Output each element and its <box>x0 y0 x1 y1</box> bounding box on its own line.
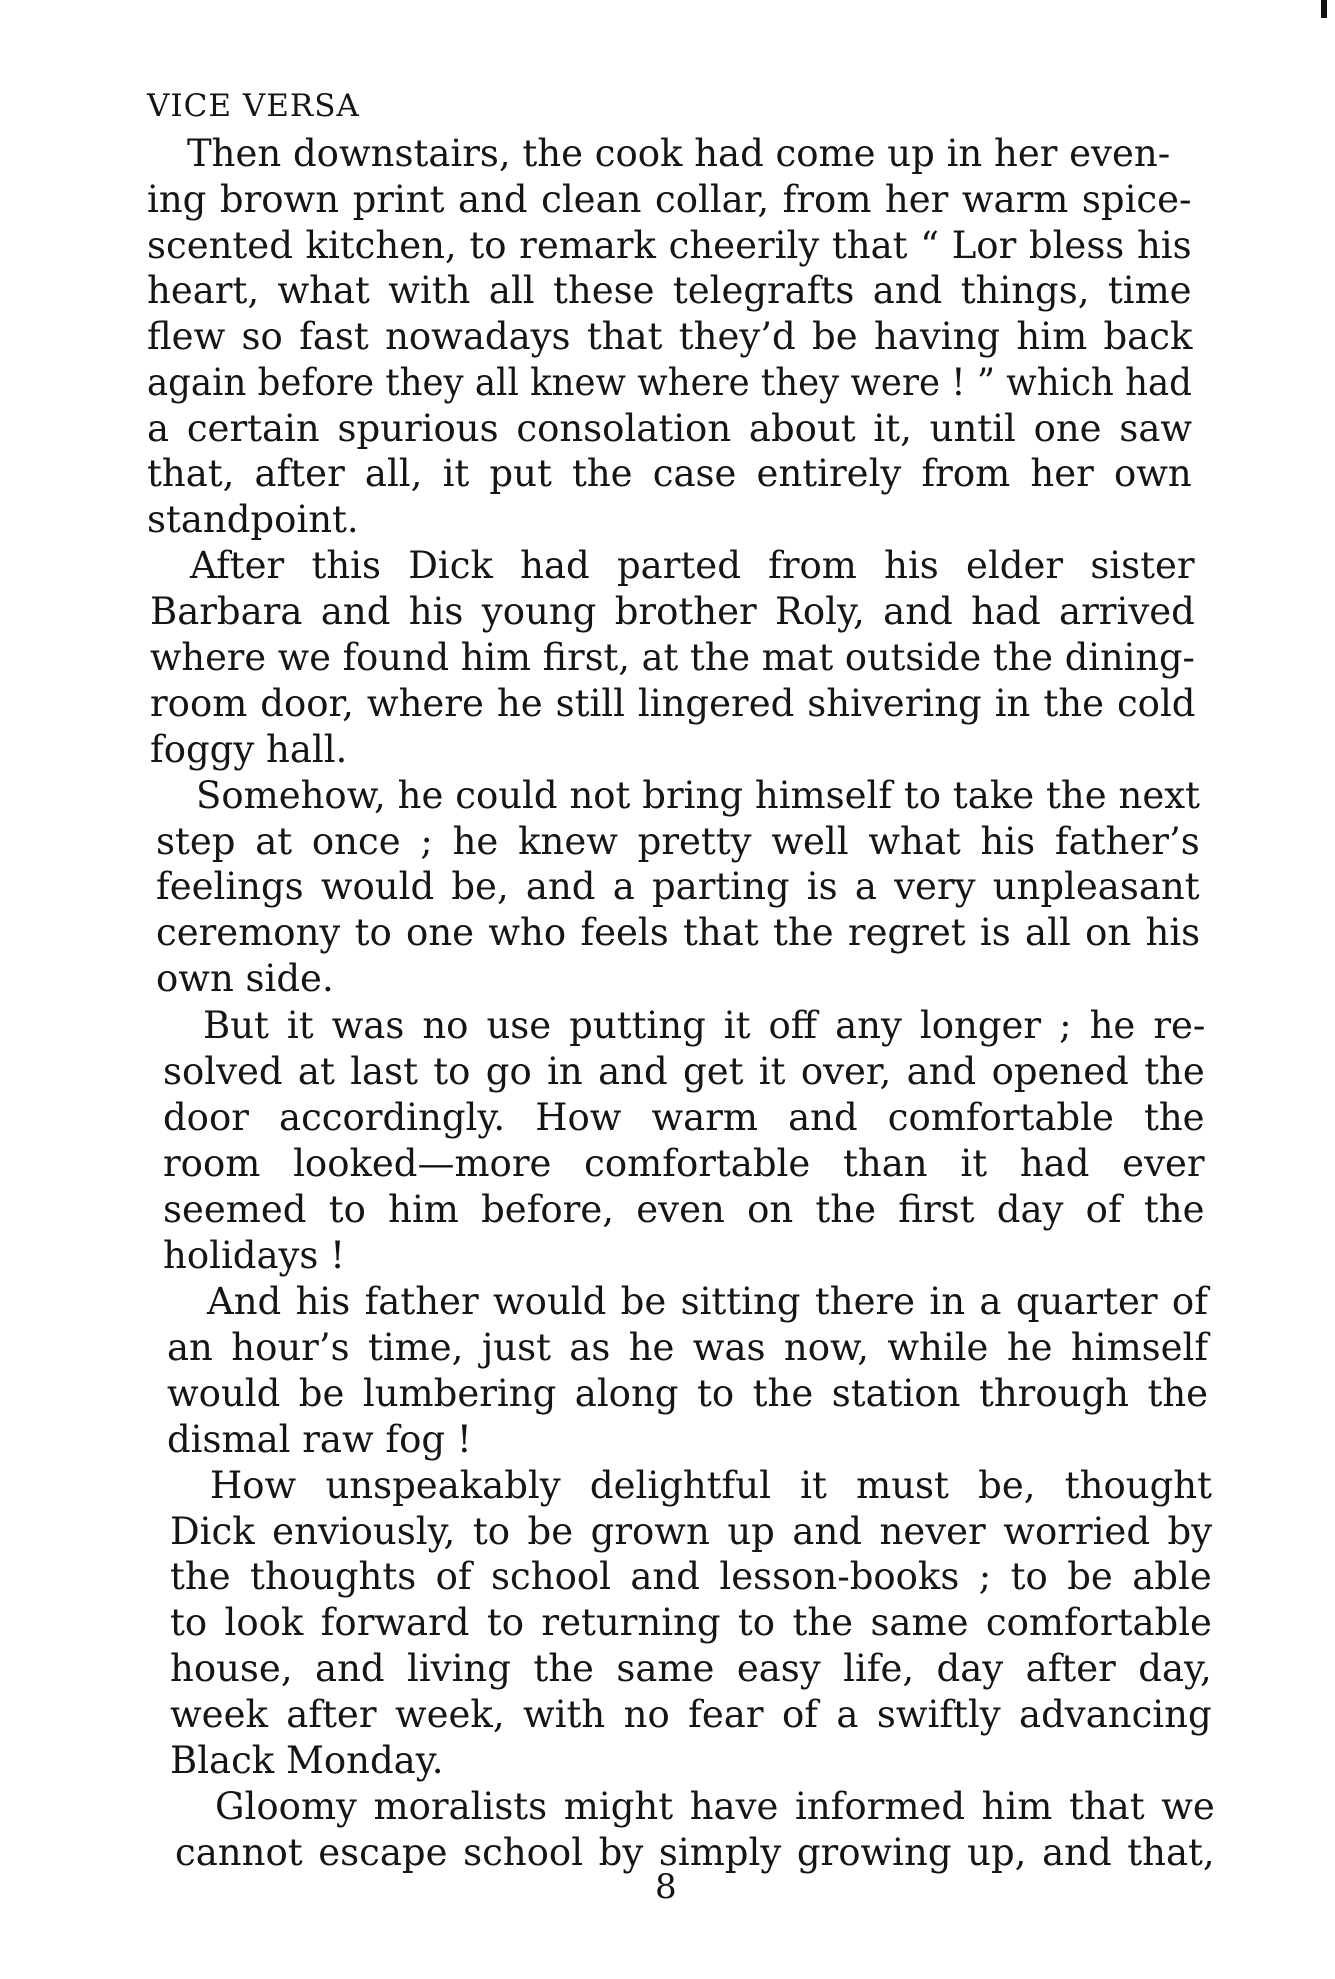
text-line: ing brown print and clean collar, from her warm spice- <box>147 178 1192 221</box>
text-line: solved at last to go in and get it over, and opened the <box>163 1050 1205 1093</box>
text-line: the thoughts of school and lesson-books ; to be able <box>170 1555 1212 1598</box>
text-line: step at once ; he knew pretty well what his father’s <box>156 820 1200 863</box>
text-line: own side. <box>156 957 334 1000</box>
page-number: 8 <box>655 1867 677 1907</box>
text-line: But it was no use putting it off any longer ; he re- <box>203 1004 1206 1047</box>
text-line: heart, what with all these telegrafts and things, time <box>147 269 1192 312</box>
text-line: How unspeakably delightful it must be, thought <box>210 1464 1212 1507</box>
text-line: scented kitchen, to remark cheerily that “ Lor bless his <box>147 224 1192 267</box>
text-line: Barbara and his young brother Roly, and had arrived <box>150 590 1195 633</box>
text-line: an hour’s time, just as he was now, while he himself <box>167 1326 1209 1369</box>
text-line: dismal raw fog ! <box>167 1418 472 1461</box>
text-line: room door, where he still lingered shivering in the cold <box>150 682 1196 725</box>
text-line: flew so fast nowadays that they’d be having him back <box>147 315 1193 358</box>
text-line: that, after all, it put the case entirely from her own <box>147 452 1192 495</box>
text-line: week after week, with no fear of a swiftly advancing <box>170 1693 1212 1736</box>
text-line: And his father would be sitting there in a quarter of <box>207 1280 1208 1323</box>
text-line: again before they all knew where they were ! ” which had <box>147 361 1192 404</box>
text-line: holidays ! <box>163 1234 346 1277</box>
text-line: Gloomy moralists might have informed him that we <box>215 1785 1215 1828</box>
text-line: would be lumbering along to the station through the <box>167 1372 1209 1415</box>
text-line: where we found him first, at the mat outside the dining- <box>150 636 1195 679</box>
text-line: door accordingly. How warm and comfortable the <box>163 1096 1205 1139</box>
text-line: ceremony to one who feels that the regret is all on his <box>156 911 1201 954</box>
text-line: seemed to him before, even on the first day of the <box>163 1188 1205 1231</box>
text-line: Black Monday. <box>170 1739 444 1782</box>
text-line: After this Dick had parted from his elder sister <box>190 544 1195 587</box>
text-line: house, and living the same easy life, day after day, <box>170 1647 1212 1690</box>
text-line: to look forward to returning to the same comfortable <box>170 1601 1212 1644</box>
text-line: feelings would be, and a parting is a very unpleasant <box>156 865 1200 908</box>
text-line: Then downstairs, the cook had come up in her even- <box>187 132 1171 175</box>
text-line: room looked—more comfortable than it had ever <box>163 1142 1205 1185</box>
text-line: standpoint. <box>147 498 359 541</box>
text-line: cannot escape school by simply growing up, and that, <box>175 1831 1215 1874</box>
text-line: a certain spurious consolation about it, until one saw <box>147 407 1193 450</box>
text-line: Dick enviously, to be grown up and never worried by <box>170 1510 1213 1553</box>
text-line: Somehow, he could not bring himself to take the next <box>196 774 1200 817</box>
text-line: foggy hall. <box>150 728 348 771</box>
scan-mark <box>1321 0 1327 18</box>
running-header: VICE VERSA <box>147 88 360 124</box>
